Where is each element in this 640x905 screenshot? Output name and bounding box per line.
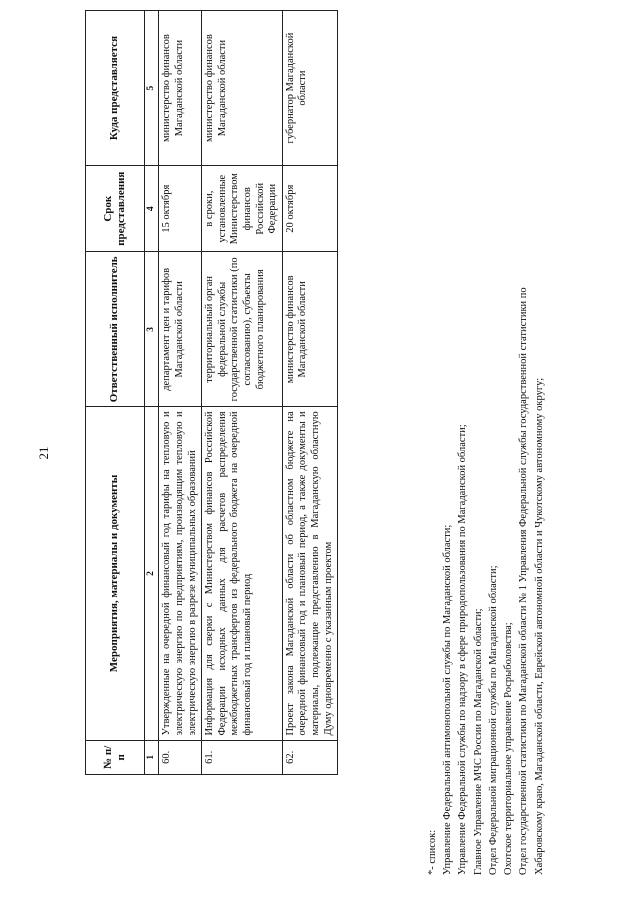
header-number: № п/п: [86, 740, 145, 774]
row-number: 60.: [159, 740, 202, 774]
document-table: [85, 10, 338, 775]
rotated-page-content: [10, 0, 630, 895]
page-number: 21: [36, 446, 51, 460]
row-item: Информация для сверки с Министерством финансов Российской Федерации исходных данных для расчетов распределения межбюджетных трансфертов из федерального бюджета на очередной финансовый год и плановый период: [202, 407, 283, 740]
column-number: 5: [145, 11, 159, 166]
column-number: 3: [145, 252, 159, 407]
row-deadline: 15 октября: [159, 166, 202, 252]
row-number: 61.: [202, 740, 283, 774]
column-number: 1: [145, 740, 159, 774]
row-recipient: министерство финансов Магаданской области: [202, 11, 283, 166]
column-numbers-row: [145, 11, 159, 775]
header-executor: Ответственный исполнитель: [86, 252, 145, 407]
table-row: [159, 11, 202, 775]
table-row: [282, 11, 337, 775]
row-executor: территориальный орган федеральной службы государственной статистики (по согласованию), субъекты бюджетного планирования: [202, 252, 283, 407]
footnote-item: Хабаровскому краю, Магаданской области, Еврейской автономной области и Чукотскому автономному округу;: [533, 377, 545, 875]
row-recipient: министерство финансов Магаданской области: [159, 11, 202, 166]
row-recipient: губернатор Магаданской области: [282, 11, 337, 166]
row-item: Утвержденные на очередной финансовый год тарифы на тепловую и электрическую энергию по предприятиям, производящим тепловую и электрическую энергию в разрезе муниципальных образований: [159, 407, 202, 740]
footnote-item: Управление Федеральной антимонопольной службы по Магаданской области;: [442, 524, 454, 875]
row-item: Проект закона Магаданской области об областном бюджете на очередной финансовый год и плановый период, а также документы и материалы, подлежащие представлению в Магаданскую областную Думу одновременно с указанным проектом: [282, 407, 337, 740]
footnote-item: Отдел Федеральной миграционной службы по Магаданской области;: [487, 565, 499, 875]
header-deadline: Срок представления: [86, 166, 145, 252]
footnote-title: *- список:: [427, 829, 438, 875]
footnote-item: Главное Управление МЧС России по Магаданской области;: [472, 608, 484, 875]
row-deadline: в сроки, установленные Министерством финансов Российской Федерации: [202, 166, 283, 252]
footnote-item: Охотское территориальное управление Росрыболовства;: [503, 622, 515, 875]
row-deadline: 20 октября: [282, 166, 337, 252]
table-row: [202, 11, 283, 775]
column-number: 2: [145, 407, 159, 740]
row-number: 62.: [282, 740, 337, 774]
column-number: 4: [145, 166, 159, 252]
header-recipient: Куда представляется: [86, 11, 145, 166]
row-executor: департамент цен и тарифов Магаданской области: [159, 252, 202, 407]
table-header-row: [86, 11, 145, 775]
footnote-item: Управление Федеральной службы по надзору в сфере природопользования по Магаданской области;: [457, 424, 469, 875]
row-executor: министерство финансов Магаданской области: [282, 252, 337, 407]
header-items: Мероприятия, материалы и документы: [86, 407, 145, 740]
footnote-item: Отдел государственной статистики по Магаданской области № 1 Управления Федеральной службы государственной статистики по: [518, 287, 530, 875]
footnote-list: [425, 10, 547, 875]
